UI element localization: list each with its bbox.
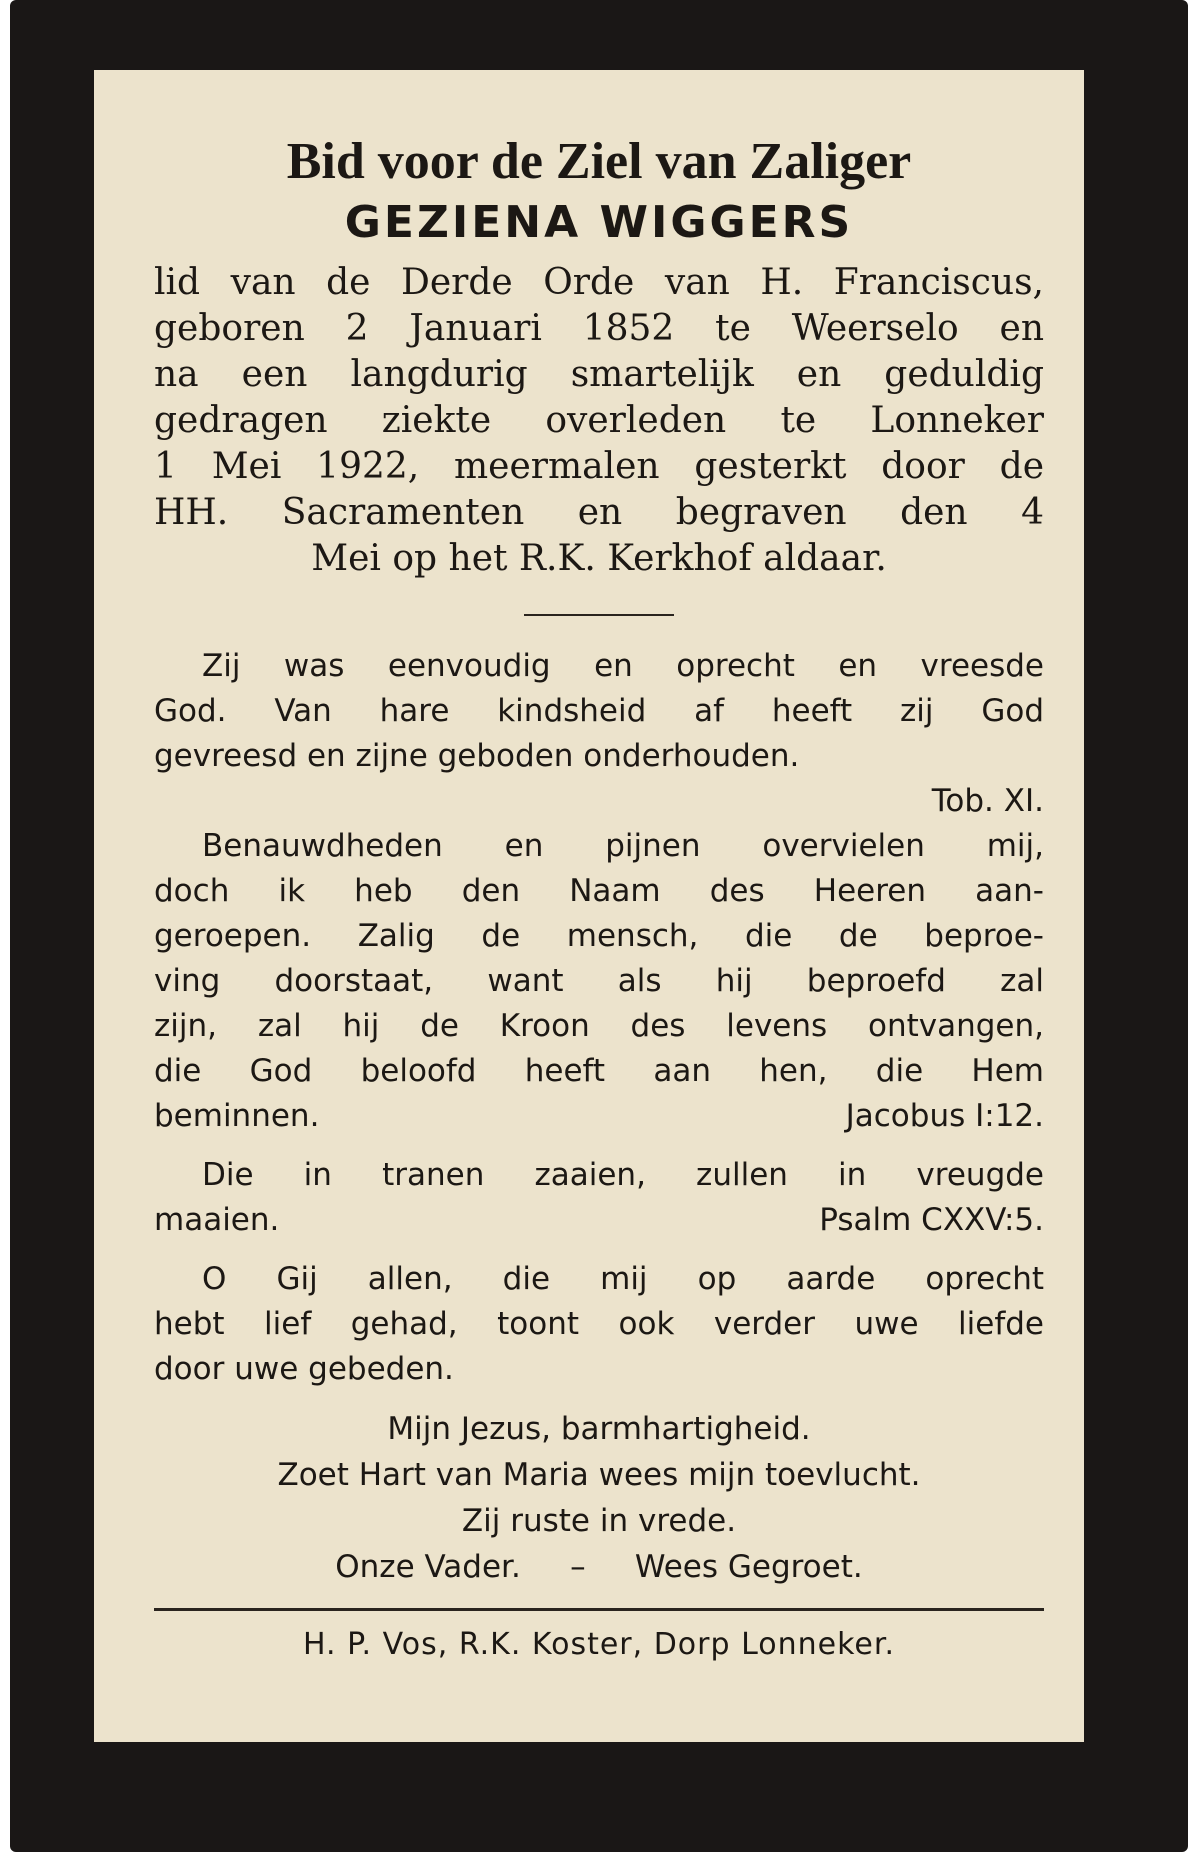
verse-line: doch ik heb den Naam des Heeren aan- <box>154 873 1044 909</box>
biography <box>154 260 1044 582</box>
prayer-heading: Bid voor de Ziel van Zaliger <box>286 133 912 190</box>
divider-long <box>154 1608 1044 1611</box>
verse-line: Benauwdheden en pijnen overvielen mij, <box>202 828 1044 864</box>
verse-last-row <box>154 1198 1044 1243</box>
verse-tobit <box>154 644 1044 824</box>
verse-line: gevreesd en zijne geboden onderhouden. <box>154 738 800 774</box>
verse-line: maaien. <box>154 1202 280 1238</box>
bio-line: lid van de Derde Orde van H. Franciscus, <box>154 262 1044 303</box>
closing-line: Zij ruste in vrede. <box>461 1503 737 1539</box>
verse-source: Tob. XI. <box>931 783 1044 819</box>
closing-line: Zoet Hart van Maria wees mijn toevlucht. <box>277 1457 921 1493</box>
closing-line <box>154 1544 1044 1590</box>
verse-line: ving doorstaat, want als hij beproefd zal <box>154 963 1044 999</box>
verse-line: O Gij allen, die mij op aarde oprecht <box>202 1261 1044 1297</box>
closing-line: Mijn Jezus, barmhartigheid. <box>387 1411 811 1447</box>
verse-last-row <box>154 1094 1044 1139</box>
bio-line: na een langdurig smartelijk en geduldig <box>154 354 1044 395</box>
bio-line: Mei op het R.K. Kerkhof aldaar. <box>311 538 887 579</box>
verse-psalm <box>154 1153 1044 1243</box>
bio-line: HH. Sacramenten en begraven den 4 <box>154 492 1044 533</box>
deceased-name: GEZIENA WIGGERS <box>344 197 854 248</box>
closing-prayers <box>154 1406 1044 1590</box>
verse-line: zijn, zal hij de Kroon des levens ontvangen, <box>154 1008 1044 1044</box>
printer-credit: H. P. Vos, R.K. Koster, Dorp Lonneker. <box>303 1627 895 1662</box>
mourning-card <box>10 0 1188 1852</box>
prayer-hail-mary: Wees Gegroet. <box>634 1549 863 1585</box>
verse-line: hebt lief gehad, toont ook verder uwe liefde <box>154 1306 1044 1342</box>
bio-line: geboren 2 Januari 1852 te Weerselo en <box>154 308 1044 349</box>
verse-line: door uwe gebeden. <box>154 1351 454 1387</box>
verse-line: die God beloofd heeft aan hen, die Hem <box>154 1053 1044 1089</box>
divider-short <box>524 614 674 616</box>
verse-farewell <box>154 1257 1044 1392</box>
verse-line: God. Van hare kindsheid af heeft zij God <box>154 693 1044 729</box>
verse-line: beminnen. <box>154 1098 320 1134</box>
verse-line: Zij was eenvoudig en oprecht en vreesde <box>202 648 1044 684</box>
bio-line: gedragen ziekte overleden te Lonneker <box>154 400 1044 441</box>
prayer-dash: – <box>570 1549 586 1585</box>
bio-line: 1 Mei 1922, meermalen gesterkt door de <box>154 446 1044 487</box>
verse-jacobus <box>154 824 1044 1139</box>
verse-source: Jacobus I:12. <box>845 1098 1044 1134</box>
verse-source: Psalm CXXV:5. <box>819 1202 1044 1238</box>
verse-line: geroepen. Zalig de mensch, die de beproe- <box>154 918 1044 954</box>
prayer-our-father: Onze Vader. <box>335 1549 521 1585</box>
card-inner-panel <box>94 70 1084 1742</box>
verse-line: Die in tranen zaaien, zullen in vreugde <box>202 1157 1044 1193</box>
